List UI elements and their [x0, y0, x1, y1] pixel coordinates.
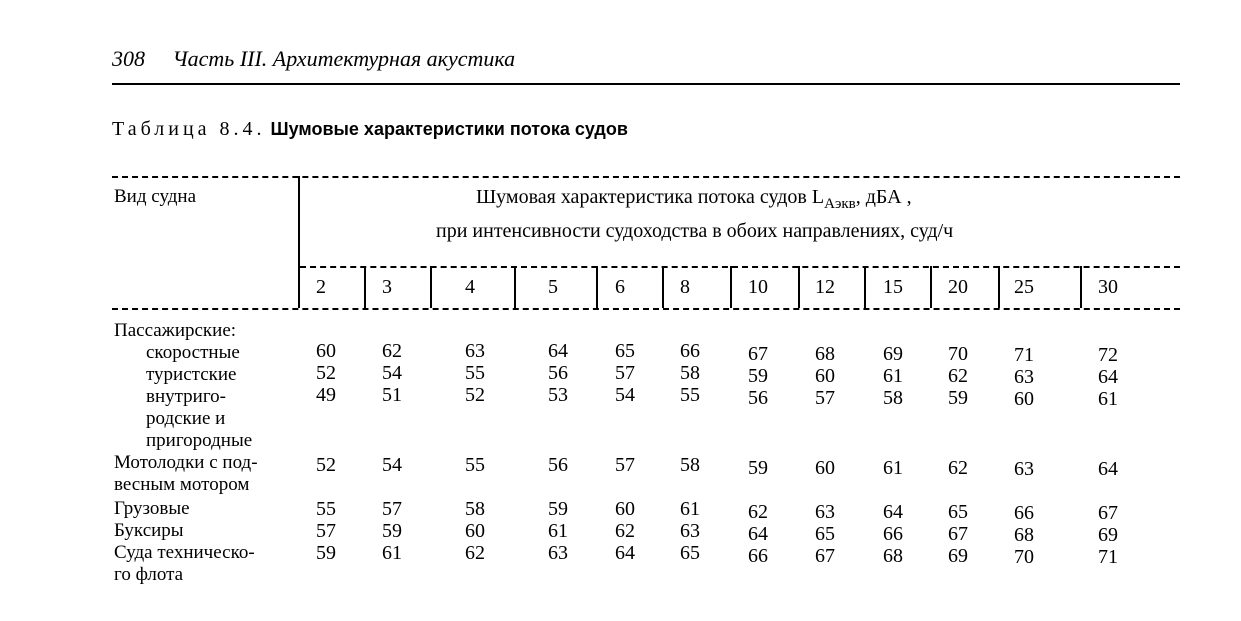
value-cell: 65: [680, 542, 700, 564]
value-cell: 57: [815, 387, 835, 409]
intensity-header: 12: [815, 276, 835, 298]
caption-label: Таблица 8.4.: [112, 118, 266, 140]
intensity-header: 25: [1014, 276, 1034, 298]
value-cell: 62: [382, 340, 402, 362]
intensity-header: 10: [748, 276, 768, 298]
row-label: родские и: [146, 408, 226, 429]
value-cell: 57: [316, 520, 336, 542]
intensity-divider: [730, 266, 732, 308]
value-cell: 66: [748, 545, 768, 567]
row-label: Буксиры: [114, 520, 184, 541]
value-cell: 55: [465, 362, 485, 384]
value-cell: 66: [883, 523, 903, 545]
page-number: 308: [112, 46, 145, 71]
value-cell: 63: [548, 542, 568, 564]
value-cell: 65: [615, 340, 635, 362]
intensity-header: 5: [548, 276, 558, 298]
value-cell: 61: [883, 365, 903, 387]
value-cell: 63: [1014, 366, 1034, 388]
value-cell: 60: [1014, 388, 1034, 410]
value-cell: 69: [948, 545, 968, 567]
value-cell: 71: [1014, 344, 1034, 366]
row-label: пригородные: [146, 430, 253, 451]
value-cell: 51: [382, 384, 402, 406]
intensity-rule: [300, 266, 1180, 268]
value-cell: 65: [948, 501, 968, 523]
intensity-divider: [930, 266, 932, 308]
value-cell: 55: [465, 454, 485, 476]
intensity-header: 6: [615, 276, 625, 298]
row-label: весным мотором: [114, 474, 250, 495]
main-header-sub: Аэкв: [824, 196, 856, 212]
value-cell: 63: [815, 501, 835, 523]
value-cell: 57: [615, 362, 635, 384]
value-cell: 59: [748, 457, 768, 479]
row-label: скоростные: [146, 342, 240, 363]
caption-title: Шумовые характеристики потока судов: [270, 119, 628, 139]
value-cell: 71: [1098, 546, 1118, 568]
table-caption: [112, 118, 628, 141]
value-cell: 68: [1014, 524, 1034, 546]
value-cell: 61: [883, 457, 903, 479]
value-cell: 59: [548, 498, 568, 520]
value-cell: 70: [948, 343, 968, 365]
row-label: Суда техническо-: [114, 542, 255, 563]
value-cell: 55: [316, 498, 336, 520]
value-cell: 67: [815, 545, 835, 567]
value-cell: 67: [1098, 502, 1118, 524]
value-cell: 58: [465, 498, 485, 520]
value-cell: 60: [815, 365, 835, 387]
value-cell: 62: [748, 501, 768, 523]
value-cell: 64: [1098, 366, 1118, 388]
intensity-header: 3: [382, 276, 392, 298]
intensity-divider: [364, 266, 366, 308]
header-bottom-rule: [112, 308, 1180, 310]
intensity-divider: [514, 266, 516, 308]
intensity-header: 20: [948, 276, 968, 298]
value-cell: 59: [948, 387, 968, 409]
header-rule: [112, 83, 1180, 85]
main-header-unit: , дБА ,: [855, 186, 912, 208]
value-cell: 60: [316, 340, 336, 362]
intensity-divider: [662, 266, 664, 308]
intensity-divider: [998, 266, 1000, 308]
intensity-header: 8: [680, 276, 690, 298]
row-label: Мотолодки с под-: [114, 452, 258, 473]
value-cell: 59: [748, 365, 768, 387]
value-cell: 63: [465, 340, 485, 362]
value-cell: 67: [748, 343, 768, 365]
intensity-header: 4: [465, 276, 475, 298]
value-cell: 68: [883, 545, 903, 567]
intensity-header: 30: [1098, 276, 1118, 298]
value-cell: 59: [382, 520, 402, 542]
value-cell: 55: [680, 384, 700, 406]
value-cell: 52: [465, 384, 485, 406]
value-cell: 63: [1014, 458, 1034, 480]
value-cell: 58: [680, 362, 700, 384]
value-cell: 56: [748, 387, 768, 409]
value-cell: 63: [680, 520, 700, 542]
intensity-header: 2: [316, 276, 326, 298]
kind-header: Вид судна: [114, 186, 197, 207]
row-label: Пассажирские:: [114, 320, 237, 341]
value-cell: 66: [1014, 502, 1034, 524]
main-header-line2: при интенсивности судоходства в обоих направлениях, суд/ч: [436, 220, 954, 242]
value-cell: 57: [382, 498, 402, 520]
value-cell: 67: [948, 523, 968, 545]
value-cell: 54: [382, 362, 402, 384]
value-cell: 68: [815, 343, 835, 365]
value-cell: 69: [1098, 524, 1118, 546]
value-cell: 62: [948, 457, 968, 479]
row-label: туристские: [146, 364, 237, 385]
intensity-divider: [430, 266, 432, 308]
value-cell: 65: [815, 523, 835, 545]
value-cell: 64: [1098, 458, 1118, 480]
value-cell: 70: [1014, 546, 1034, 568]
value-cell: 61: [680, 498, 700, 520]
value-cell: 56: [548, 362, 568, 384]
value-cell: 64: [615, 542, 635, 564]
running-head: [112, 46, 515, 72]
intensity-divider: [596, 266, 598, 308]
value-cell: 49: [316, 384, 336, 406]
value-cell: 66: [680, 340, 700, 362]
value-cell: 56: [548, 454, 568, 476]
value-cell: 61: [382, 542, 402, 564]
main-header-line1: [476, 186, 912, 213]
value-cell: 52: [316, 362, 336, 384]
column-divider: [298, 176, 300, 308]
intensity-header: 15: [883, 276, 903, 298]
value-cell: 62: [465, 542, 485, 564]
intensity-divider: [798, 266, 800, 308]
value-cell: 60: [465, 520, 485, 542]
value-cell: 54: [382, 454, 402, 476]
value-cell: 57: [615, 454, 635, 476]
value-cell: 64: [883, 501, 903, 523]
value-cell: 60: [815, 457, 835, 479]
value-cell: 53: [548, 384, 568, 406]
value-cell: 60: [615, 498, 635, 520]
value-cell: 62: [948, 365, 968, 387]
value-cell: 72: [1098, 344, 1118, 366]
running-title: Часть III. Архитектурная акустика: [172, 46, 516, 71]
value-cell: 64: [548, 340, 568, 362]
value-cell: 69: [883, 343, 903, 365]
value-cell: 58: [680, 454, 700, 476]
value-cell: 64: [748, 523, 768, 545]
table-top-rule: [112, 176, 1180, 178]
value-cell: 61: [548, 520, 568, 542]
row-label: Грузовые: [114, 498, 190, 519]
value-cell: 59: [316, 542, 336, 564]
row-label: го флота: [114, 564, 184, 585]
value-cell: 54: [615, 384, 635, 406]
row-label: внутриго-: [146, 386, 226, 407]
intensity-divider: [1080, 266, 1082, 308]
intensity-divider: [864, 266, 866, 308]
value-cell: 52: [316, 454, 336, 476]
value-cell: 61: [1098, 388, 1118, 410]
main-header-text: Шумовая характеристика потока судов L: [476, 186, 825, 208]
value-cell: 58: [883, 387, 903, 409]
value-cell: 62: [615, 520, 635, 542]
